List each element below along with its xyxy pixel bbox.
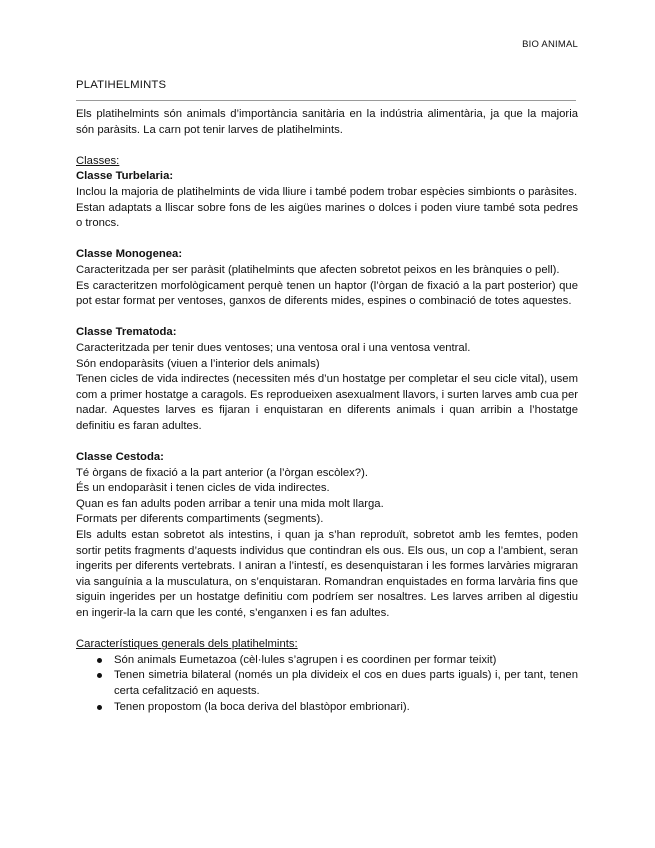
turbelaria-paragraph-1: Inclou la majoria de platihelmints de vida lliure i també podem trobar espècies simbionts o paràsites. — [76, 185, 578, 198]
turbelaria-heading: Classe Turbelaria: — [76, 170, 174, 183]
page-header-label: BIO ANIMAL — [522, 39, 578, 50]
spacer — [76, 138, 578, 154]
document-title: PLATIHELMINTS — [76, 79, 167, 91]
list-item-text: Tenen propostom (la boca deriva del blastòpor embrionari). — [114, 700, 410, 713]
list-item-text: Tenen simetria bilateral (només un pla divideix el cos en dues parts iguals) i, per tant, tenen certa cefalització en aquests. — [114, 669, 578, 697]
intro-paragraph: Els platihelmints són animals d’importància sanitària en la indústria alimentària, ja que la majoria són paràsits. La carn pot tenir larves de platihelmints. — [76, 108, 578, 136]
monogenea-paragraph-1: Caracteritzada per ser paràsit (platihelmints que afecten sobretot peixos en les brànquies o pell). — [76, 263, 560, 276]
spacer — [76, 310, 578, 326]
trematoda-paragraph-3: Tenen cicles de vida indirectes (necessiten més d’un hostatge per completar el seu cicle vital), usem com a primer hostatge a caragols. Es reprodueixen asexualment llavors, i surten larves amb cua per nadar. Aquestes larves es fijaran i enquistaran en diferents animals i quan arribin a l’hostatge definitiu es faran adultes. — [76, 373, 578, 432]
characteristics-list — [76, 653, 578, 715]
bullet-icon — [97, 705, 102, 710]
cestoda-paragraph-5: Els adults estan sobretot als intestins, i quan ja s’han reproduït, sobretot amb les femtes, poden sortir petits fragments d’aquests individus que contindran els ous. Els ous, un cop a l’ambient, seran ingerits per diferents vertebrats. I aniran a l’intestí, es desenquistaran i les formes larvàries migraran via sanguínia a la musculatura, on s’enquistaran. Romandran enquistades en forma larvària fins que siguin ingerides per un hostatge definitiu com podríem ser nosaltres. Les larves arriben al digestiu en ingerir-la la carn que les conté, s’enganxen i es fan adultes. — [76, 529, 578, 619]
title-divider — [76, 100, 576, 101]
trematoda-paragraph-1: Caracteritzada per tenir dues ventoses; una ventosa oral i una ventosa ventral. — [76, 341, 471, 354]
document-body — [76, 107, 578, 715]
monogenea-paragraph-2: Es caracteritzen morfològicament perquè tenen un haptor (l’òrgan de fixació a la part posterior) que pot estar format per ventoses, ganxos de diferents mides, espines o combinació de totes aquestes. — [76, 279, 578, 308]
list-item-text: Són animals Eumetazoa (cèl·lules s’agrupen i es coordinen per formar teixit) — [114, 653, 497, 666]
spacer — [76, 622, 578, 638]
list-item — [76, 700, 578, 716]
classes-heading: Classes: — [76, 154, 120, 167]
trematoda-paragraph-2: Són endoparàsits (viuen a l’interior dels animals) — [76, 357, 320, 370]
turbelaria-paragraph-2: Estan adaptats a lliscar sobre fons de les aigües marines o dolces i poden viure també sota pedres o troncs. — [76, 201, 578, 230]
monogenea-heading: Classe Monogenea: — [76, 248, 183, 261]
general-characteristics-heading: Característiques generals dels platihelmints: — [76, 638, 298, 651]
trematoda-heading: Classe Trematoda: — [76, 326, 177, 339]
cestoda-paragraph-2: És un endoparàsit i tenen cicles de vida indirectes. — [76, 482, 330, 495]
spacer — [76, 232, 578, 248]
list-item — [76, 653, 578, 669]
cestoda-heading: Classe Cestoda: — [76, 451, 164, 464]
spacer — [76, 434, 578, 450]
list-item — [76, 668, 578, 699]
bullet-icon — [97, 673, 102, 678]
bullet-icon — [97, 658, 102, 663]
cestoda-paragraph-1: Té òrgans de fixació a la part anterior (a l’òrgan escòlex?). — [76, 466, 368, 479]
cestoda-paragraph-3: Quan es fan adults poden arribar a tenir una mida molt llarga. — [76, 497, 384, 510]
cestoda-paragraph-4: Formats per diferents compartiments (segments). — [76, 513, 324, 526]
